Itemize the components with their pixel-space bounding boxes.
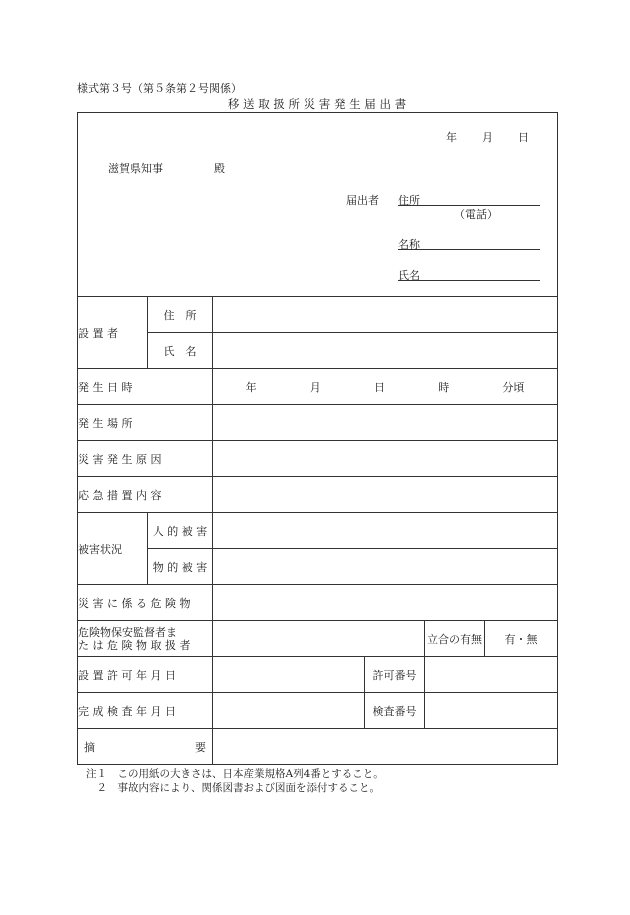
damage-status-label: 被害状況 — [78, 513, 148, 585]
summary-label — [78, 729, 213, 765]
cause-field[interactable] — [213, 441, 558, 477]
supervisor-label-line2: た は 危 険 物 取 扱 者 — [78, 638, 191, 652]
emergency-measures-label: 応 急 措 置 内 容 — [78, 477, 213, 513]
inspection-number-label: 検査番号 — [365, 693, 425, 729]
note-2: ２ 事故内容により、関係図書および図面を添付すること。 — [86, 782, 380, 794]
date-day: 日 — [518, 131, 529, 144]
dt-day: 日 — [374, 380, 385, 394]
person-name-line — [398, 280, 540, 281]
date-month: 月 — [482, 131, 493, 144]
dt-minute: 分頃 — [502, 380, 525, 394]
person-name-label: 氏名 — [398, 269, 420, 282]
attendance-label: 立合の有無 — [425, 621, 485, 657]
notes — [86, 767, 384, 795]
installer-name-field[interactable] — [213, 333, 558, 369]
installer-address-field[interactable] — [213, 297, 558, 333]
supervisor-field[interactable] — [213, 621, 425, 657]
occurred-place-label: 発 生 場 所 — [78, 405, 213, 441]
occurred-place-field[interactable] — [213, 405, 558, 441]
notification-form-table — [77, 112, 558, 765]
summary-text: 摘 要 — [84, 740, 206, 754]
permit-date-label: 設 置 許 可 年 月 日 — [78, 657, 213, 693]
date-year: 年 — [446, 131, 457, 144]
emergency-measures-field[interactable] — [213, 477, 558, 513]
summary-field[interactable] — [213, 729, 558, 765]
hazardous-material-field[interactable] — [213, 585, 558, 621]
installer-address-label: 住 所 — [148, 297, 213, 333]
inspection-number-field[interactable] — [425, 693, 558, 729]
installer-name-label: 氏 名 — [148, 333, 213, 369]
supervisor-label-line1: 危険物保安監督者ま — [78, 625, 177, 639]
inspection-date-label: 完 成 検 査 年 月 日 — [78, 693, 213, 729]
phone-label: （電話） — [454, 208, 498, 221]
occurred-datetime-field[interactable] — [213, 369, 558, 405]
form-title: 移 送 取 扱 所 災 害 発 生 届 出 書 — [227, 97, 407, 111]
addressee: 滋賀県知事 — [108, 162, 163, 175]
installer-label: 設 置 者 — [78, 297, 148, 369]
form-header-block — [78, 113, 558, 297]
dt-month: 月 — [309, 380, 321, 394]
human-damage-field[interactable] — [213, 513, 558, 549]
hazardous-material-label: 災 害 に 係 る 危 険 物 — [78, 585, 213, 621]
form-number-label: 様式第３号（第５条第２号関係） — [77, 82, 242, 95]
dt-year: 年 — [245, 380, 257, 394]
human-damage-label: 人 的 被 害 — [148, 513, 213, 549]
occurred-datetime-label: 発 生 日 時 — [78, 369, 213, 405]
permit-date-field[interactable] — [213, 657, 365, 693]
cause-label: 災 害 発 生 原 因 — [78, 441, 213, 477]
company-name-label: 名称 — [398, 238, 420, 251]
note-1: 注１ この用紙の大きさは、日本産業規格A列4番とすること。 — [86, 768, 384, 780]
property-damage-label: 物 的 被 害 — [148, 549, 213, 585]
property-damage-field[interactable] — [213, 549, 558, 585]
dt-hour: 時 — [438, 380, 450, 394]
honorific: 殿 — [214, 162, 225, 175]
notifier-label: 届出者 — [346, 194, 379, 207]
summary-label-text — [78, 739, 212, 755]
address-label: 住所 — [398, 194, 420, 207]
supervisor-label — [78, 621, 213, 657]
attendance-yes-no[interactable]: 有・無 — [485, 621, 558, 657]
permit-number-field[interactable] — [425, 657, 558, 693]
inspection-date-field[interactable] — [213, 693, 365, 729]
permit-number-label: 許可番号 — [365, 657, 425, 693]
company-name-line — [398, 249, 540, 250]
